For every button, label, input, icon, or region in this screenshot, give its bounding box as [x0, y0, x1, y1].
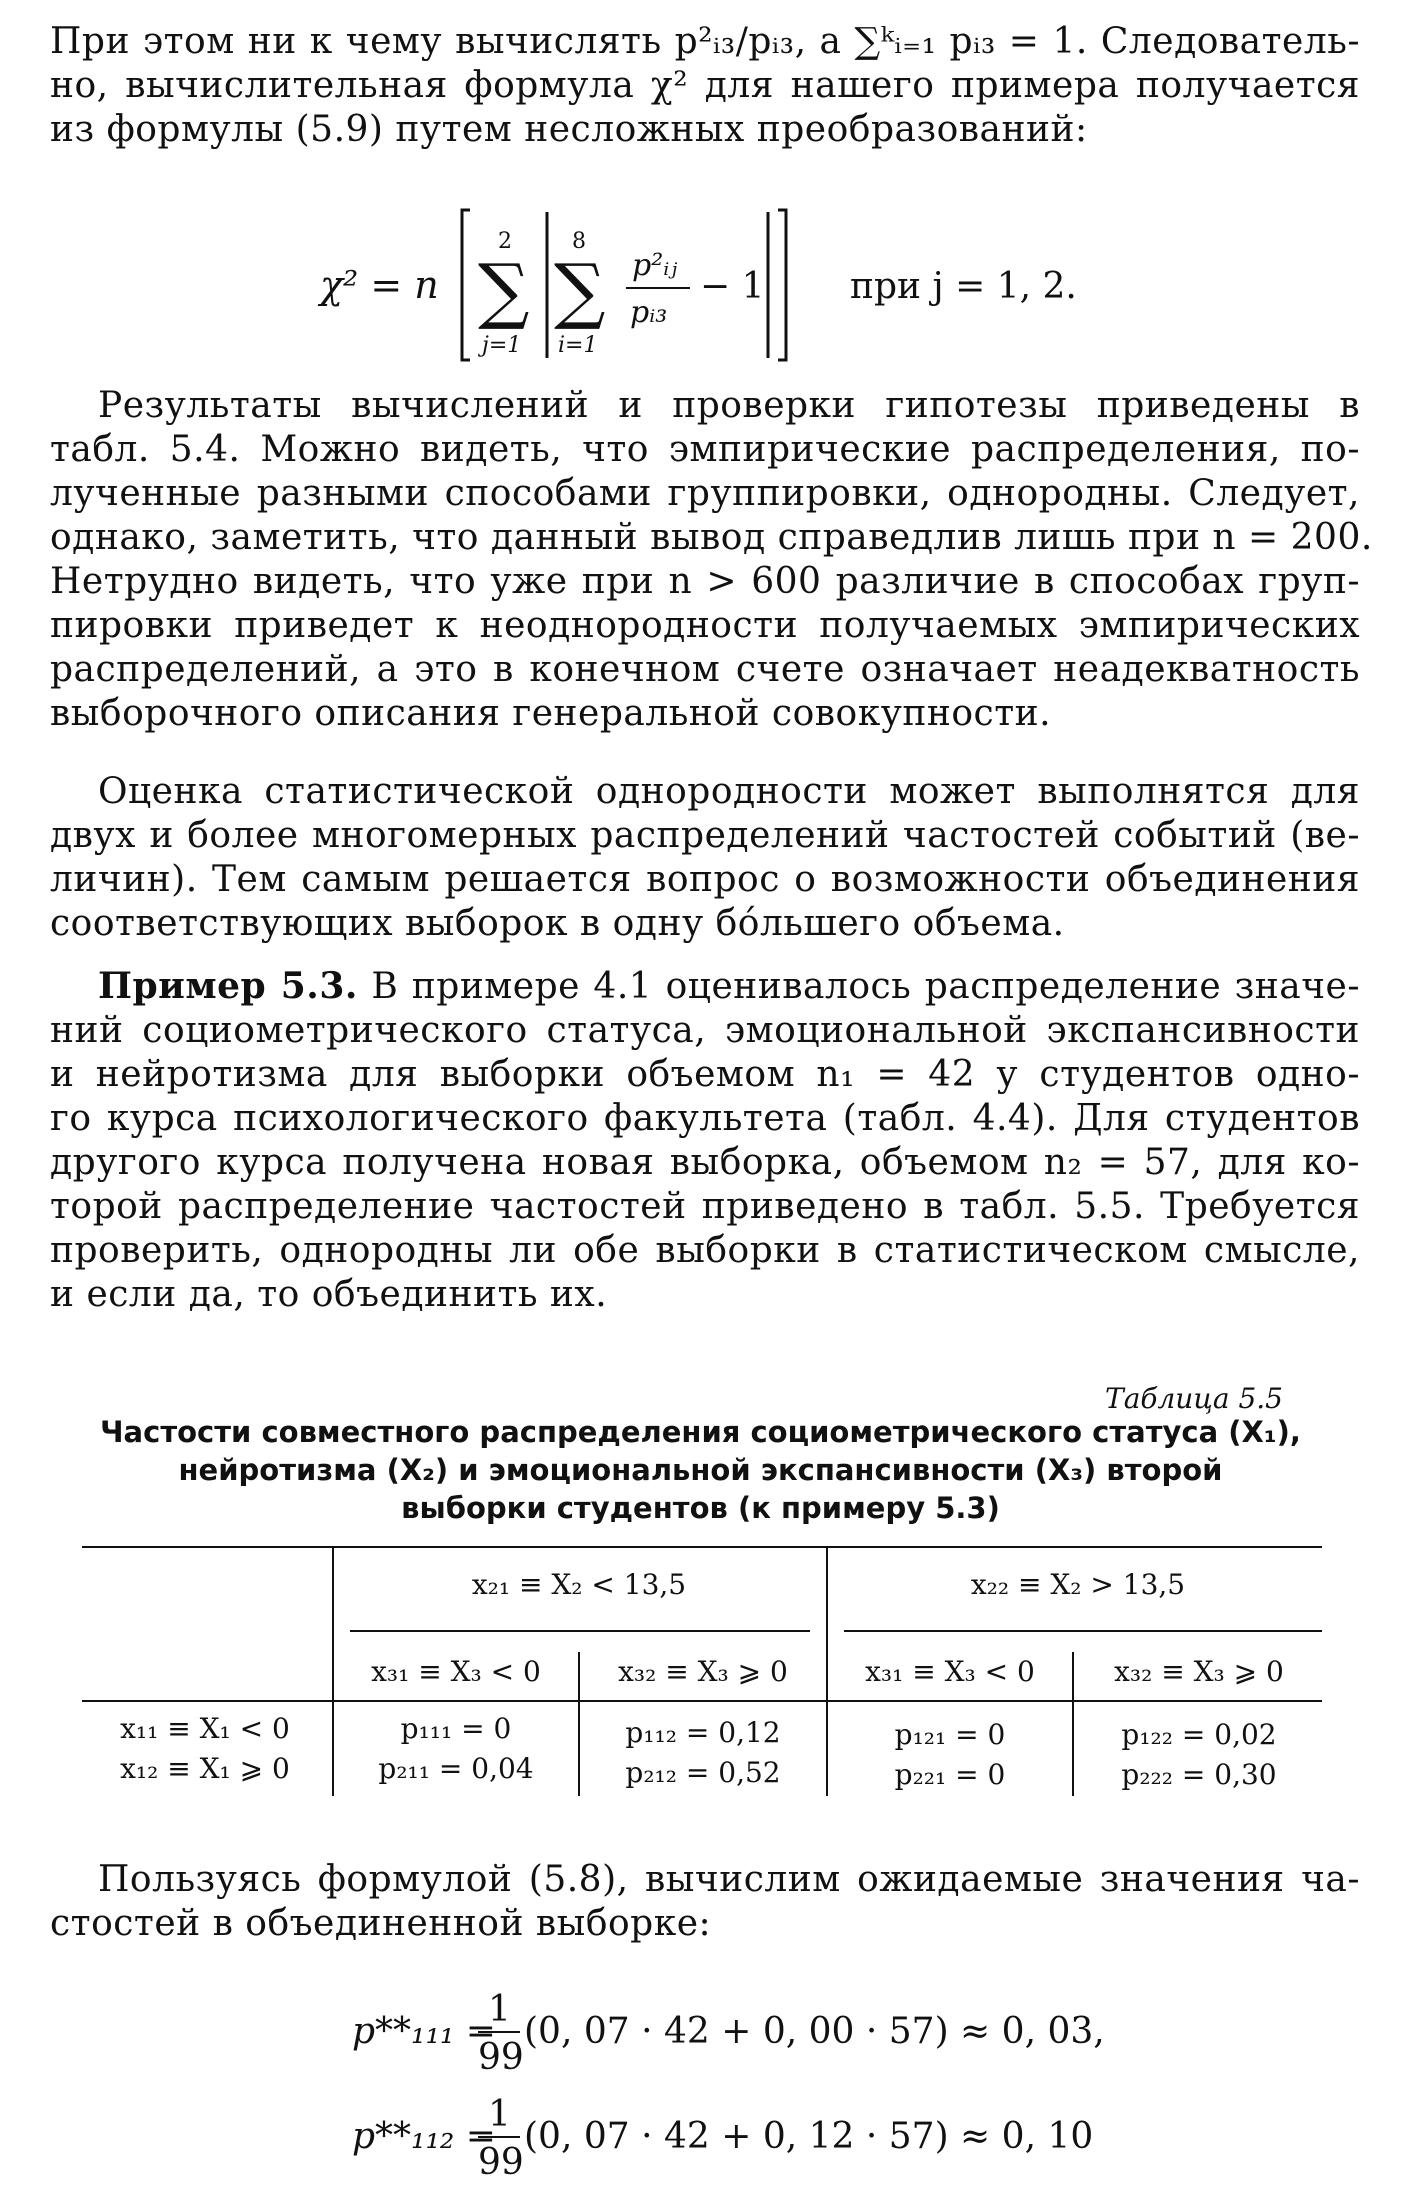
- group-header: x₂₁ ≡ X₂ < 13,5: [471, 1568, 687, 1601]
- text-line: пировки приведет к неоднородности получаемых эмпирических: [50, 605, 1360, 646]
- text-line: двух и более многомерных распределений частостей событий (ве-: [50, 815, 1360, 856]
- text-line: из формулы (5.9) путем несложных преобразований:: [50, 109, 1088, 150]
- table-divider: [826, 1546, 828, 1796]
- paragraph-1: [50, 20, 1360, 152]
- fraction-numerator: p²ᵢⱼ: [632, 248, 678, 283]
- sub-header: x₃₁ ≡ X₃ < 0: [371, 1655, 541, 1688]
- table-divider: [1072, 1652, 1074, 1796]
- text-line: распределений, а это в конечном счете означает неадекватность: [50, 649, 1360, 690]
- group-underline: [350, 1630, 810, 1632]
- text-line: табл. 5.4. Можно видеть, что эмпирические распределения, по-: [50, 429, 1360, 470]
- text-line: Результаты вычислений и проверки гипотезы приведены в: [98, 385, 1360, 426]
- formula-rhs: (0, 07 · 42 + 0, 00 · 57) ≈ 0, 03,: [524, 2011, 1105, 2052]
- table-caption-line: Частости совместного распределения социометрического статуса (X₁),: [100, 1415, 1301, 1449]
- sum-inner-bottom: i=1: [558, 333, 598, 358]
- expected-frequency-formula: [0, 2090, 1401, 2185]
- table-cell: p₁₂₂ = 0,02: [1121, 1718, 1277, 1751]
- text-line: и нейротизма для выборки объемом n₁ = 42 у студентов одно-: [50, 1054, 1360, 1095]
- paragraph-2: [50, 384, 1373, 736]
- chi-square-formula: [0, 190, 1401, 380]
- text-line: го курса психологического факультета (табл. 4.4). Для студентов: [50, 1098, 1360, 1139]
- table-cell: p₂₂₁ = 0: [894, 1758, 1006, 1791]
- example-first-line: В примере 4.1 оценивалось распределение значе-: [357, 966, 1360, 1007]
- table-cell: p₂₁₁ = 0,04: [378, 1752, 534, 1785]
- group-header: x₂₂ ≡ X₂ > 13,5: [970, 1568, 1186, 1601]
- sub-header: x₃₁ ≡ X₃ < 0: [865, 1655, 1035, 1688]
- sub-header: x₃₂ ≡ X₃ ⩾ 0: [1114, 1655, 1284, 1688]
- formula-lhs: p**₁₁₂ =: [352, 2116, 496, 2157]
- text-line: другого курса получена новая выборка, объемом n₂ = 57, для ко-: [50, 1142, 1360, 1183]
- sum-outer-symbol: ∑: [478, 248, 530, 332]
- table-cell: p₁₁₂ = 0,12: [625, 1716, 781, 1749]
- text-line: Оценка статистической однородности может выполнятся для: [98, 771, 1360, 812]
- text-line: но, вычислительная формула χ² для нашего примера получается: [50, 65, 1360, 106]
- text-line: стостей в объединенной выборке:: [50, 1903, 712, 1944]
- text-line: соответствующих выборок в одну бóльшего объема.: [50, 903, 1065, 944]
- paragraph-5: [50, 1858, 1360, 1946]
- fraction-numerator: 1: [488, 1989, 511, 2030]
- table-caption-line: выборки студентов (к примеру 5.3): [401, 1491, 1000, 1525]
- fraction-numerator: 1: [488, 2094, 511, 2135]
- formula-lhs: p**₁₁₁ =: [352, 2011, 496, 2052]
- formula-rhs: (0, 07 · 42 + 0, 12 · 57) ≈ 0, 10: [524, 2116, 1094, 2157]
- paragraph-3: [50, 770, 1360, 946]
- text-line: однако, заметить, что данный вывод справедлив лишь при n = 200.: [50, 517, 1373, 558]
- sum-inner-symbol: ∑: [554, 248, 606, 332]
- text-line: лученные разными способами группировки, однородны. Следует,: [50, 473, 1360, 514]
- paragraph-example: [50, 964, 1360, 1317]
- formula-minus-one: − 1: [700, 266, 765, 307]
- row-header: x₁₁ ≡ X₁ < 0: [120, 1712, 290, 1745]
- text-line: ний социометрического статуса, эмоциональной экспансивности: [50, 1010, 1360, 1051]
- table-cell: p₂₂₂ = 0,30: [1121, 1758, 1277, 1791]
- text-line: При этом ни к чему вычислять p²ᵢ₃/pᵢ₃, а ∑ᵏᵢ₌₁ pᵢ₃ = 1. Следователь-: [50, 21, 1360, 62]
- table-cell: p₂₁₂ = 0,52: [625, 1756, 781, 1789]
- text-line: Пользуясь формулой (5.8), вычислим ожидаемые значения ча-: [98, 1859, 1360, 1900]
- table-number: Таблица 5.5: [1105, 1382, 1283, 1415]
- table-cell: p₁₁₁ = 0: [400, 1712, 512, 1745]
- example-label: Пример 5.3.: [98, 965, 358, 1007]
- sum-outer-top: 2: [498, 229, 512, 254]
- text-line: торой распределение частостей приведено в табл. 5.5. Требуется: [50, 1186, 1360, 1227]
- sub-header: x₃₂ ≡ X₃ ⩾ 0: [618, 1655, 788, 1688]
- group-underline: [844, 1630, 1322, 1632]
- formula-lhs: χ² = n: [320, 263, 439, 307]
- text-line: проверить, однородны ли обе выборки в статистическом смысле,: [50, 1230, 1360, 1271]
- table-mid-rule: [82, 1700, 1322, 1702]
- text-line: выборочного описания генеральной совокупности.: [50, 693, 1052, 734]
- fraction-denominator: pᵢ₃: [630, 295, 668, 330]
- text-line: и если да, то объединить их.: [50, 1274, 608, 1315]
- sum-outer-bottom: j=1: [482, 333, 522, 358]
- fraction-denominator: 99: [478, 2037, 524, 2075]
- fraction-denominator: 99: [478, 2142, 524, 2183]
- table-divider: [578, 1652, 580, 1796]
- text-line: Нетрудно видеть, что уже при n > 600 различие в способах груп-: [50, 561, 1360, 602]
- formula-condition: при j = 1, 2.: [850, 266, 1077, 307]
- expected-frequency-formula: [0, 1985, 1401, 2075]
- text-line: [50, 964, 1360, 1009]
- row-header: x₁₂ ≡ X₁ ⩾ 0: [120, 1752, 290, 1785]
- table-caption-line: нейротизма (X₂) и эмоциональной экспансивности (X₃) второй: [178, 1453, 1223, 1487]
- table-top-rule: [82, 1546, 1322, 1548]
- table-divider: [332, 1546, 334, 1796]
- sum-inner-top: 8: [572, 229, 586, 254]
- table-cell: p₁₂₁ = 0: [894, 1718, 1006, 1751]
- text-line: личин). Тем самым решается вопрос о возможности объединения: [50, 859, 1360, 900]
